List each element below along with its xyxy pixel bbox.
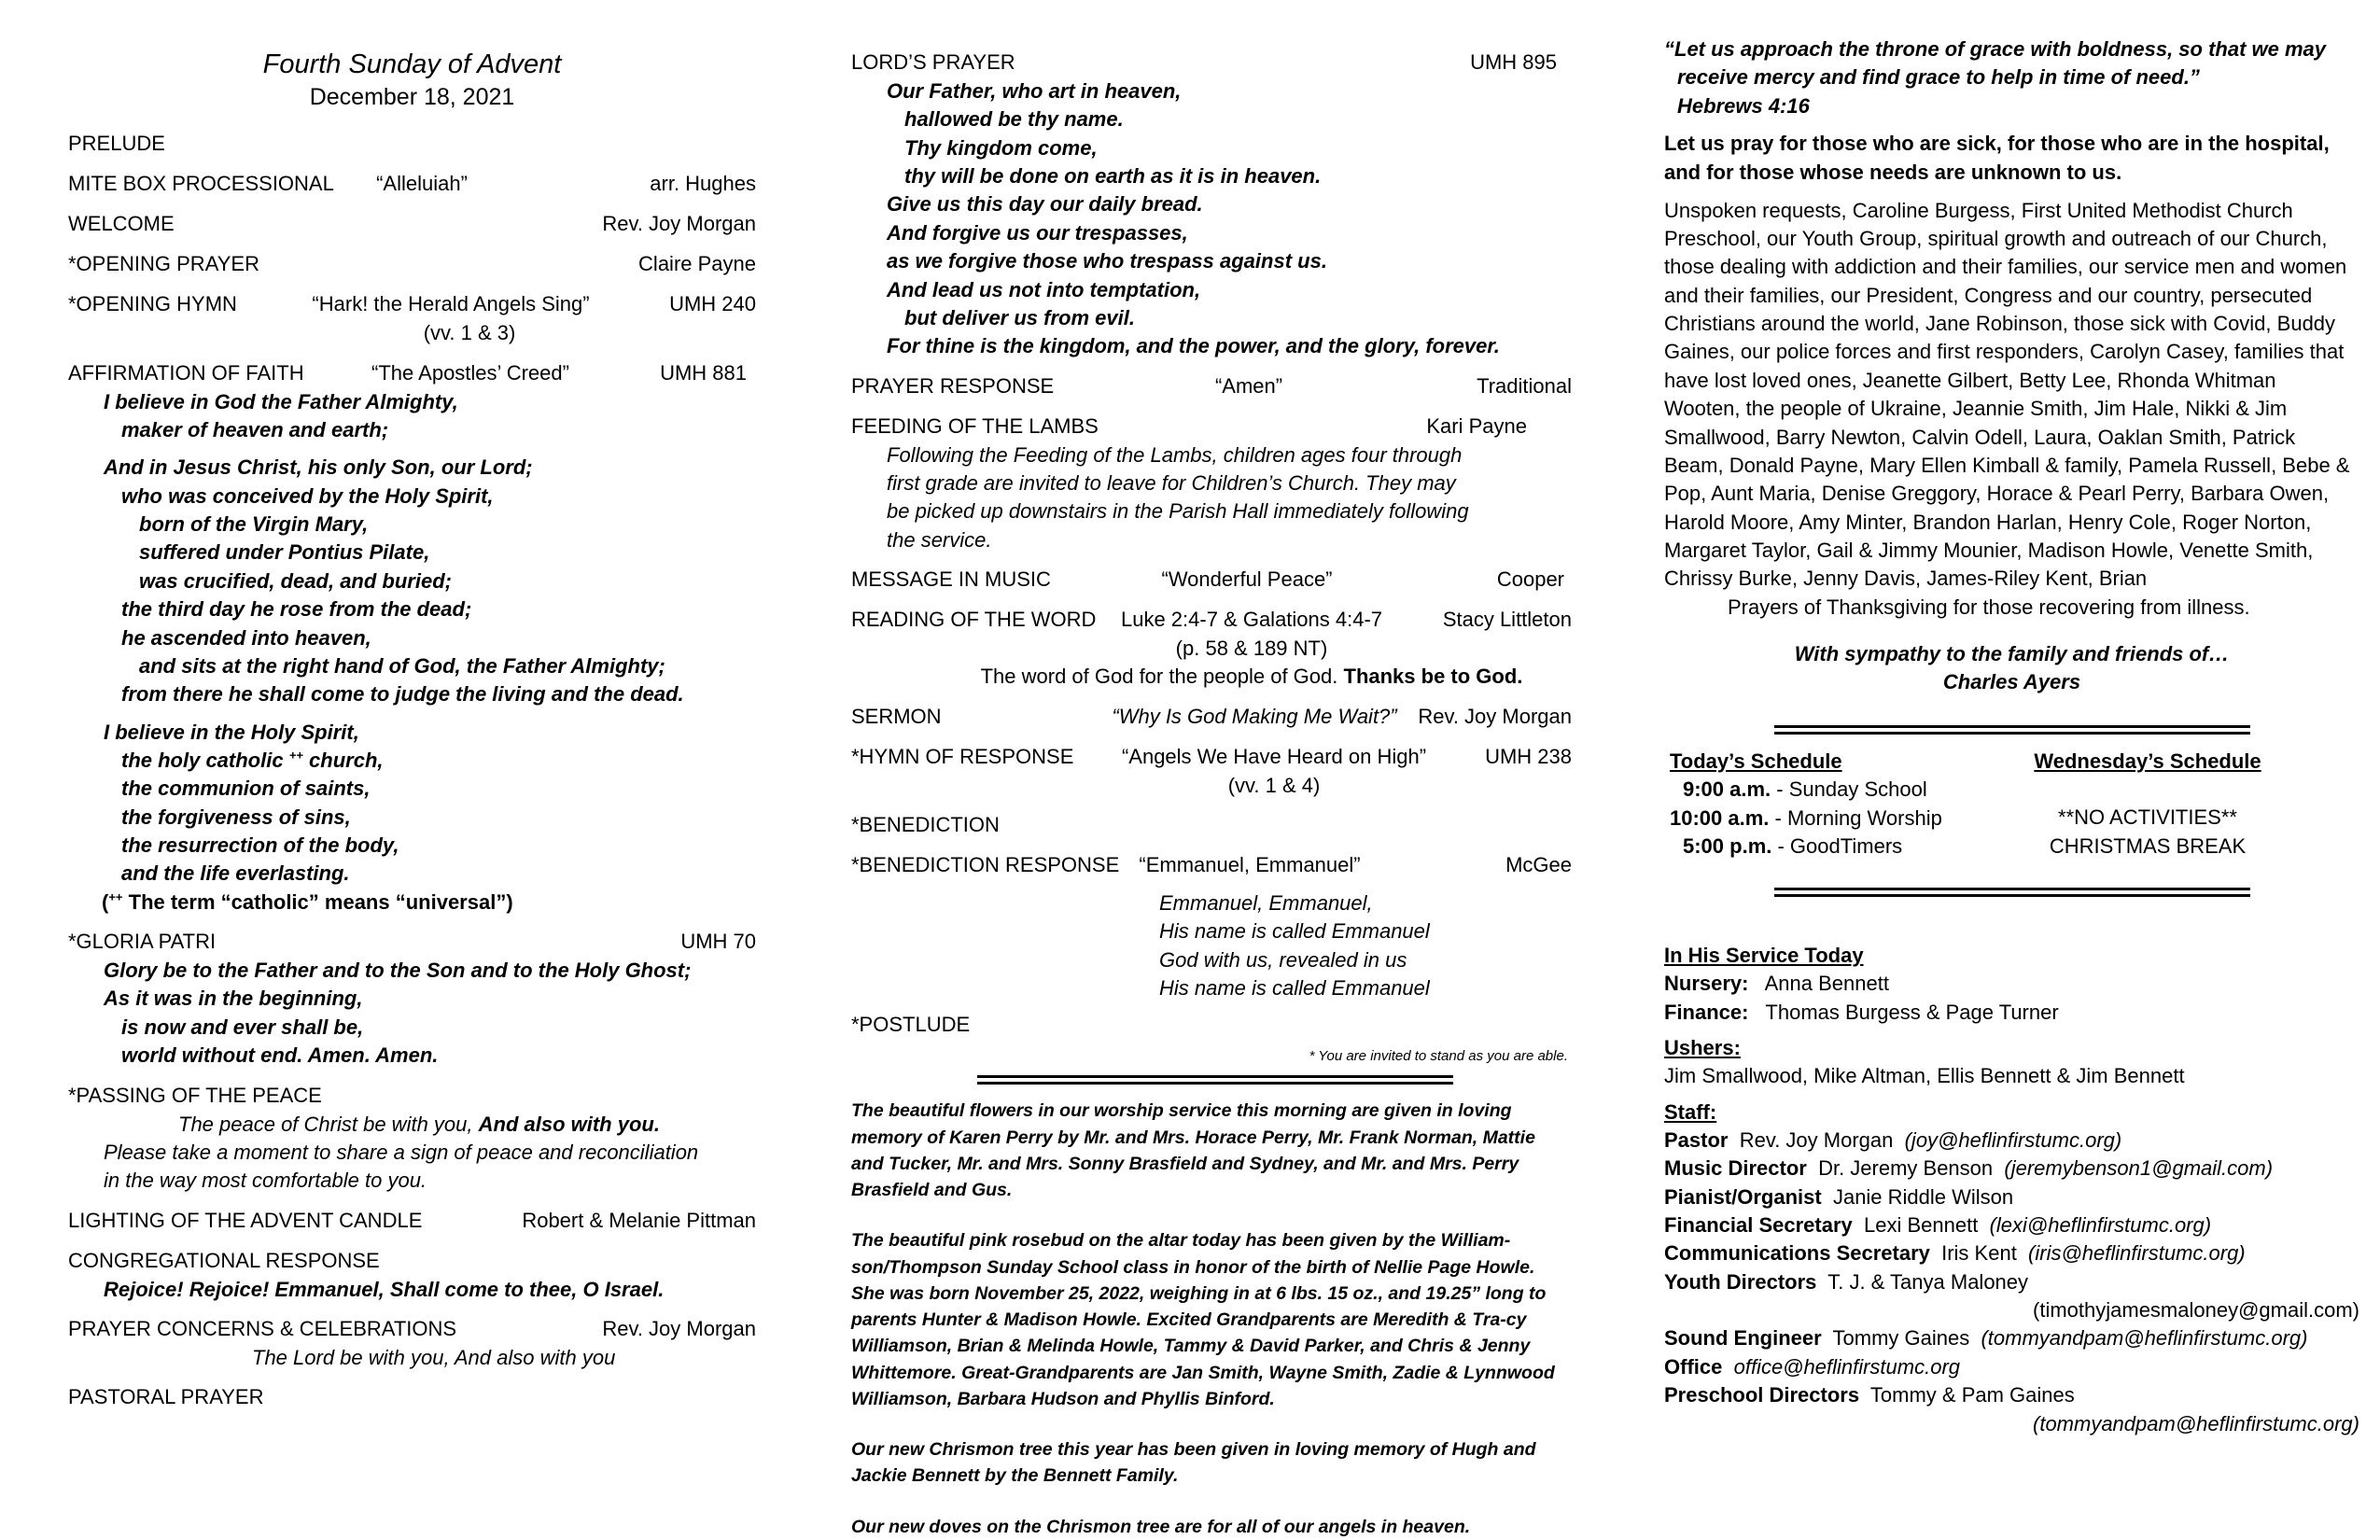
verse-reference: Hebrews 4:16 bbox=[1677, 93, 1810, 118]
gloria-label: *GLORIA PATRI bbox=[68, 930, 217, 954]
finance-label: Finance: bbox=[1664, 1000, 1749, 1024]
wednesday-item: CHRISTMAS BREAK bbox=[2049, 833, 2247, 858]
schedule-time: 5:00 p.m. bbox=[1683, 833, 1772, 858]
reading-label: READING OF THE WORD bbox=[851, 608, 1097, 632]
staff-row bbox=[1664, 1211, 2359, 1239]
staff-role: Preschool Directors bbox=[1664, 1383, 1860, 1407]
staff-name: Lexi Bennett bbox=[1864, 1213, 1979, 1238]
staff-row bbox=[1664, 1127, 2359, 1155]
affirmation-number: UMH 881 bbox=[660, 360, 747, 385]
staff-row bbox=[1664, 1353, 2359, 1381]
benediction-lyrics bbox=[851, 889, 1579, 1002]
creed-line: maker of heaven and earth; bbox=[121, 418, 389, 442]
lords-prayer-label: LORD’S PRAYER bbox=[851, 50, 1015, 74]
peace-call: The peace of Christ be with you, bbox=[178, 1112, 479, 1136]
note-text: The term “catholic” means “universal”) bbox=[122, 889, 513, 914]
creed-line: suffered under Pontius Pilate, bbox=[139, 540, 430, 565]
prayer-line: thy will be done on earth as it is in heaven. bbox=[904, 164, 1322, 189]
lambs-line: Following the Feeding of the Lambs, children ages four through bbox=[887, 442, 1463, 467]
sympathy-block bbox=[1664, 640, 2359, 697]
gloria-line: Glory be to the Father and to the Son and to the Holy Ghost; bbox=[104, 959, 692, 983]
opening-hymn-label: *OPENING HYMN bbox=[68, 292, 237, 316]
creed-line: the third day he rose from the dead; bbox=[121, 597, 472, 622]
ushers-label: Ushers: bbox=[1664, 1035, 1741, 1059]
opening-prayer-label: *OPENING PRAYER bbox=[68, 252, 259, 276]
scripture-verse bbox=[1664, 35, 2359, 120]
staff-email: (jeremybenson1@gmail.com) bbox=[2004, 1156, 2274, 1181]
gloria-row bbox=[68, 928, 756, 957]
chrismon-note: Our new Chrismon tree this year has been given in loving memory of Hugh and Jackie Bennett by the Bennett Family. bbox=[851, 1439, 1536, 1487]
hymn-response-verses: (vv. 1 & 4) bbox=[1227, 773, 1321, 797]
peace-row bbox=[68, 1082, 756, 1111]
schedule-time: 9:00 a.m. bbox=[1683, 777, 1771, 802]
staff-name: Tommy Gaines bbox=[1832, 1326, 1970, 1351]
footnote-mark: ++ bbox=[288, 748, 303, 763]
prelude-label: PRELUDE bbox=[68, 132, 165, 156]
creed-line: was crucified, dead, and buried; bbox=[139, 568, 452, 593]
staff-row bbox=[1664, 1381, 2359, 1409]
bene-response-label: *BENEDICTION RESPONSE bbox=[851, 853, 1120, 877]
creed-text: the holy catholic bbox=[121, 748, 284, 772]
schedule-event: - Morning Worship bbox=[1769, 805, 1942, 830]
staff-row bbox=[1664, 1183, 2359, 1211]
schedule-item bbox=[1670, 805, 1942, 833]
hymn-response-number: UMH 238 bbox=[1485, 744, 1572, 768]
staff-list bbox=[1664, 1099, 2359, 1438]
affirmation-label: AFFIRMATION OF FAITH bbox=[68, 360, 304, 385]
peace-greeting bbox=[68, 1111, 756, 1139]
staff-role: Office bbox=[1664, 1354, 1723, 1379]
staff-name: T. J. & Tanya Maloney bbox=[1827, 1269, 2029, 1294]
prayer-line: Thy kingdom come, bbox=[904, 135, 1098, 160]
flowers-note: The beautiful flowers in our worship service this morning are given in loving memory of Karen Perry by Mr. and Mrs. Horace Perry, Mr. Frank Norman, Mattie and Tucker, Mr. and Mrs. Sonny Brasfield and Sydney, and Mr. and Mrs. Perry Brasfield and Gus. bbox=[851, 1100, 1535, 1201]
creed-line: And in Jesus Christ, his only Son, our Lord; bbox=[104, 455, 533, 480]
thanksgiving-line: Prayers of Thanksgiving for those recovering from illness. bbox=[1728, 595, 2250, 619]
stand-note: * You are invited to stand as you are able. bbox=[1309, 1047, 1568, 1064]
opening-prayer-row bbox=[68, 250, 756, 279]
opening-hymn-title: “Hark! the Herald Angels Sing” bbox=[312, 292, 590, 316]
mite-label: MITE BOX PROCESSIONAL bbox=[68, 172, 334, 196]
finance-names: Thomas Burgess & Page Turner bbox=[1765, 1000, 2059, 1024]
creed-line: I believe in God the Father Almighty, bbox=[104, 389, 458, 413]
staff-email: (joy@heflinfirstumc.org) bbox=[1904, 1127, 2122, 1152]
schedule-item bbox=[1670, 833, 1942, 861]
candle-label: LIGHTING OF THE ADVENT CANDLE bbox=[68, 1208, 423, 1232]
hymn-response-title: “Angels We Have Heard on High” bbox=[1121, 744, 1427, 768]
nursery-row bbox=[1664, 970, 2359, 998]
peace-response: And also with you. bbox=[478, 1112, 660, 1136]
sermon-row bbox=[851, 703, 1579, 732]
wednesday-item: **NO ACTIVITIES** bbox=[2058, 805, 2237, 830]
schedule-event: - GoodTimers bbox=[1771, 833, 1903, 858]
prayer-line: Give us this day our daily bread. bbox=[887, 192, 1203, 217]
nursery-names: Anna Bennett bbox=[1764, 972, 1889, 996]
concerns-response: And also with you bbox=[454, 1346, 616, 1369]
reading-response bbox=[851, 663, 1652, 691]
lambs-label: FEEDING OF THE LAMBS bbox=[851, 413, 1099, 438]
lyric-line: Emmanuel, Emmanuel, bbox=[1159, 891, 1373, 916]
staff-name: Tommy & Pam Gaines bbox=[1869, 1383, 2075, 1407]
schedule-spacer bbox=[2031, 776, 2264, 804]
preschool-email: (tommyandpam@heflinfirstumc.org) bbox=[2033, 1411, 2359, 1435]
creed-line: the resurrection of the body, bbox=[121, 833, 399, 858]
creed-line: born of the Virgin Mary, bbox=[139, 512, 369, 537]
creed-line: who was conceived by the Holy Spirit, bbox=[121, 483, 494, 508]
creed-line: from there he shall come to judge the living and the dead. bbox=[121, 682, 684, 707]
doves-note: Our new doves on the Chrismon tree are for all of our angels in heaven. bbox=[851, 1516, 1471, 1537]
welcome-leader: Rev. Joy Morgan bbox=[602, 212, 756, 236]
lyric-line: God with us, revealed in us bbox=[1159, 947, 1407, 972]
lambs-line: be picked up downstairs in the Parish Hall immediately following bbox=[887, 499, 1469, 524]
hymn-response-label: *HYMN OF RESPONSE bbox=[851, 744, 1074, 768]
mite-title: “Alleluiah” bbox=[376, 172, 468, 196]
bene-response-title: “Emmanuel, Emmanuel” bbox=[1139, 853, 1361, 877]
pastoral-label: PASTORAL PRAYER bbox=[68, 1385, 264, 1409]
lambs-line: the service. bbox=[887, 527, 992, 552]
creed-text: church, bbox=[309, 748, 384, 772]
postlude-row bbox=[851, 1011, 1579, 1040]
sympathy-text: With sympathy to the family and friends of… bbox=[1794, 642, 2230, 666]
wednesday-schedule bbox=[2031, 748, 2264, 861]
schedule-event: - Sunday School bbox=[1771, 777, 1927, 802]
staff-role: Music Director bbox=[1664, 1156, 1807, 1181]
staff-row bbox=[1664, 1268, 2359, 1296]
reading-answer: Thanks be to God. bbox=[1343, 665, 1523, 689]
creed-line: the forgiveness of sins, bbox=[121, 805, 351, 829]
lords-prayer-number: UMH 895 bbox=[1470, 50, 1557, 74]
service-title: In His Service Today bbox=[1664, 943, 1864, 967]
music-composer: Cooper bbox=[1496, 567, 1564, 592]
bene-response-composer: McGee bbox=[1505, 853, 1572, 877]
mite-box-row bbox=[68, 170, 756, 199]
creed-line: the communion of saints, bbox=[121, 777, 371, 801]
staff-name: Dr. Jeremy Benson bbox=[1818, 1156, 1994, 1181]
sermon-title: “Why Is God Making Me Wait?” bbox=[1112, 704, 1397, 728]
affirmation-row bbox=[68, 359, 756, 388]
benediction-row bbox=[851, 811, 1579, 840]
lyric-line: His name is called Emmanuel bbox=[1159, 919, 1430, 944]
cong-label: CONGREGATIONAL RESPONSE bbox=[68, 1248, 380, 1272]
section-divider bbox=[977, 1075, 1453, 1085]
lambs-leader: Kari Payne bbox=[1426, 413, 1527, 438]
note-paren: ( bbox=[102, 889, 109, 914]
prayer-line: but deliver us from evil. bbox=[904, 305, 1135, 329]
welcome-label: WELCOME bbox=[68, 212, 175, 236]
order-of-worship-column-2 bbox=[851, 49, 1579, 1540]
reading-row bbox=[851, 606, 1579, 635]
announcements bbox=[851, 1098, 1568, 1540]
music-label: MESSAGE IN MUSIC bbox=[851, 567, 1051, 592]
benediction-label: *BENEDICTION bbox=[851, 813, 1000, 837]
creed-line bbox=[68, 747, 756, 775]
concerns-leader: Rev. Joy Morgan bbox=[602, 1317, 756, 1340]
staff-row bbox=[1664, 1155, 2359, 1183]
lords-prayer-row bbox=[851, 49, 1579, 77]
staff-row bbox=[1664, 1324, 2359, 1352]
opening-hymn-row bbox=[68, 290, 756, 319]
prayer-response-label: PRAYER RESPONSE bbox=[851, 373, 1055, 398]
affirmation-title: “The Apostles’ Creed” bbox=[371, 360, 569, 385]
schedule bbox=[1664, 748, 2359, 858]
staff-role: Youth Directors bbox=[1664, 1269, 1817, 1294]
peace-label: *PASSING OF THE PEACE bbox=[68, 1083, 322, 1107]
page-title: Fourth Sunday of Advent bbox=[262, 49, 562, 79]
prayer-intro: Let us pray for those who are sick, for those who are in the hospital, and for those whose needs are unknown to us. bbox=[1664, 132, 2330, 184]
apostles-creed bbox=[68, 388, 756, 917]
section-divider bbox=[1774, 888, 2250, 897]
section-divider bbox=[1774, 725, 2250, 735]
gloria-line: world without end. Amen. Amen. bbox=[121, 1043, 439, 1068]
youth-email: (timothyjamesmaloney@gmail.com) bbox=[2033, 1298, 2359, 1323]
schedule-item bbox=[1670, 776, 1942, 804]
lambs-line: first grade are invited to leave for Children’s Church. They may bbox=[887, 470, 1456, 495]
opening-hymn-number: UMH 240 bbox=[669, 292, 756, 316]
staff-role: Communications Secretary bbox=[1664, 1241, 1930, 1266]
prayer-line: hallowed be thy name. bbox=[904, 107, 1124, 132]
schedule-time: 10:00 a.m. bbox=[1670, 805, 1770, 830]
footnote-mark: ++ bbox=[108, 889, 123, 904]
congregational-response-row bbox=[68, 1247, 756, 1276]
prayer-requests: Unspoken requests, Caroline Burgess, First United Methodist Church Preschool, our Youth Group, spiritual growth and outreach of our Church, those dealing with addiction and their families, our service men and women and their families, our President, Congress and our country, persecuted Christians around the world, Jane Robinson, those sick with Covid, Buddy Gaines, our police forces and first responders, Carolyn Casey, families that have lost loved ones, Jeanette Gilbert, Betty Lee, Rhonda Whitman Wooten, the people of Ukraine, Jeannie Smith, Jim Hale, Nikki & Jim Smallwood, Barry Newton, Calvin Odell, Laura, Oaklan Smith, Patrick Beam, Donald Payne, Mary Ellen Kimball & family, Pamela Russell, Bebe & Pop, Aunt Maria, Denise Greggory, Horace & Pearl Perry, Barbara Owen, Harold Moore, Amy Minter, Brandon Harlan, Henry Cole, Roger Norton, Margaret Taylor, Gail & Jimmy Mounier, Madison Howle, Venette Smith, Chrissy Burke, Jenny Davis, James-Riley Kent, Brian bbox=[1664, 198, 2350, 591]
mite-arranger: arr. Hughes bbox=[650, 172, 756, 196]
finance-row bbox=[1664, 999, 2359, 1027]
reading-pages: (p. 58 & 189 NT) bbox=[1175, 637, 1328, 661]
staff-role: Financial Secretary bbox=[1664, 1213, 1853, 1238]
staff-row bbox=[1664, 1239, 2359, 1267]
info-column-3 bbox=[1664, 35, 2359, 1438]
message-in-music-row bbox=[851, 566, 1579, 595]
sermon-label: SERMON bbox=[851, 704, 942, 728]
verse-line: receive mercy and find grace to help in time of need.” bbox=[1677, 65, 2200, 90]
prayer-line: For thine is the kingdom, and the power, and the glory, forever. bbox=[887, 334, 1500, 358]
staff-email: office@heflinfirstumc.org bbox=[1733, 1354, 1961, 1379]
prayer-response-source: Traditional bbox=[1477, 373, 1572, 398]
nursery-label: Nursery: bbox=[1664, 972, 1749, 996]
lyric-line: His name is called Emmanuel bbox=[1159, 976, 1430, 1001]
staff-name: Rev. Joy Morgan bbox=[1739, 1127, 1894, 1152]
prayer-line: And forgive us our trespasses, bbox=[887, 220, 1188, 245]
feeding-lambs-row bbox=[851, 413, 1579, 441]
service-today bbox=[1664, 942, 2359, 1091]
hymn-of-response-row bbox=[851, 743, 1579, 772]
staff-email: (iris@heflinfirstumc.org) bbox=[2028, 1241, 2246, 1266]
verse-line: “Let us approach the throne of grace with boldness, so that we may bbox=[1664, 37, 2327, 61]
reading-call: The word of God for the people of God. bbox=[980, 665, 1344, 689]
today-schedule-title: Today’s Schedule bbox=[1670, 749, 1842, 773]
creed-line: he ascended into heaven, bbox=[121, 625, 371, 650]
ushers-names: Jim Smallwood, Mike Altman, Ellis Bennett & Jim Bennett bbox=[1664, 1064, 2185, 1088]
gloria-line: is now and ever shall be, bbox=[121, 1015, 364, 1039]
sermon-preacher: Rev. Joy Morgan bbox=[1418, 704, 1572, 728]
benediction-response-row bbox=[851, 851, 1579, 880]
staff-role: Sound Engineer bbox=[1664, 1326, 1822, 1351]
lambs-text bbox=[851, 441, 1579, 554]
order-of-worship-column-1 bbox=[68, 49, 756, 1412]
peace-instruction: Please take a moment to share a sign of peace and reconciliation bbox=[104, 1140, 699, 1164]
gloria-line: As it was in the beginning, bbox=[104, 987, 363, 1011]
staff-role: Pianist/Organist bbox=[1664, 1184, 1822, 1209]
prelude-row bbox=[68, 130, 756, 159]
prayer-line: as we forgive those who trespass against us. bbox=[887, 249, 1327, 273]
candle-leaders: Robert & Melanie Pittman bbox=[522, 1208, 756, 1232]
rosebud-note: The beautiful pink rosebud on the altar today has been given by the William-son/Thompson Sunday School class in honor of the birth of Nellie Page Howle. She was born November 25, 2022, weighing in at 6 lbs. 15 oz., and 19.25” long to parents Hunter & Madison Howle. Excited Grandparents are Meredith & Tra-cy Williamson, Brian & Melinda Howle, Tammy & David Parker, and Chris & Jenny Whittemore. Great-Grandparents are Jan Smith, Wayne Smith, Zadie & Lynnwood Williamson, Barbara Hudson and Phyllis Binford. bbox=[851, 1230, 1555, 1409]
staff-title: Staff: bbox=[1664, 1099, 1717, 1124]
cong-response-text: Rejoice! Rejoice! Emmanuel, Shall come to thee, O Israel. bbox=[104, 1277, 665, 1301]
music-title: “Wonderful Peace” bbox=[1161, 567, 1333, 592]
concerns-label: PRAYER CONCERNS & CELEBRATIONS bbox=[68, 1317, 457, 1340]
sympathy-name: Charles Ayers bbox=[1942, 670, 2081, 694]
staff-name: Iris Kent bbox=[1941, 1241, 2017, 1266]
prayer-line: Our Father, who art in heaven, bbox=[887, 79, 1182, 103]
today-schedule bbox=[1670, 748, 1942, 861]
catholic-note bbox=[68, 889, 756, 917]
concerns-call: The Lord be with you, bbox=[252, 1346, 455, 1369]
pastoral-prayer-row bbox=[68, 1383, 756, 1412]
prayer-line: And lead us not into temptation, bbox=[887, 277, 1201, 301]
creed-line: and sits at the right hand of God, the Father Almighty; bbox=[139, 653, 665, 678]
creed-line: I believe in the Holy Spirit, bbox=[104, 720, 359, 744]
peace-instruction: in the way most comfortable to you. bbox=[104, 1169, 427, 1193]
gloria-text bbox=[68, 957, 756, 1070]
reading-reader: Stacy Littleton bbox=[1442, 608, 1572, 632]
lord-be-with-you bbox=[68, 1344, 756, 1372]
lords-prayer-text bbox=[851, 77, 1579, 361]
prayer-concerns-row bbox=[68, 1315, 756, 1344]
wednesday-schedule-title: Wednesday’s Schedule bbox=[2034, 749, 2261, 773]
opening-prayer-leader: Claire Payne bbox=[638, 252, 756, 276]
creed-line: and the life everlasting. bbox=[121, 861, 350, 886]
prayer-response-title: “Amen” bbox=[1214, 373, 1283, 398]
opening-hymn-verses: (vv. 1 & 3) bbox=[423, 321, 516, 345]
advent-candle-row bbox=[68, 1207, 756, 1236]
gloria-number: UMH 70 bbox=[680, 930, 756, 954]
staff-name: Janie Riddle Wilson bbox=[1832, 1184, 2014, 1209]
staff-email: (lexi@heflinfirstumc.org) bbox=[1989, 1213, 2212, 1238]
reading-passages: Luke 2:4-7 & Galations 4:4-7 bbox=[1120, 608, 1383, 632]
postlude-label: *POSTLUDE bbox=[851, 1012, 971, 1036]
staff-email: (tommyandpam@heflinfirstumc.org) bbox=[1981, 1326, 2308, 1351]
staff-role: Pastor bbox=[1664, 1127, 1729, 1152]
service-date: December 18, 2021 bbox=[309, 83, 515, 110]
prayer-response-row bbox=[851, 372, 1579, 401]
welcome-row bbox=[68, 210, 756, 239]
